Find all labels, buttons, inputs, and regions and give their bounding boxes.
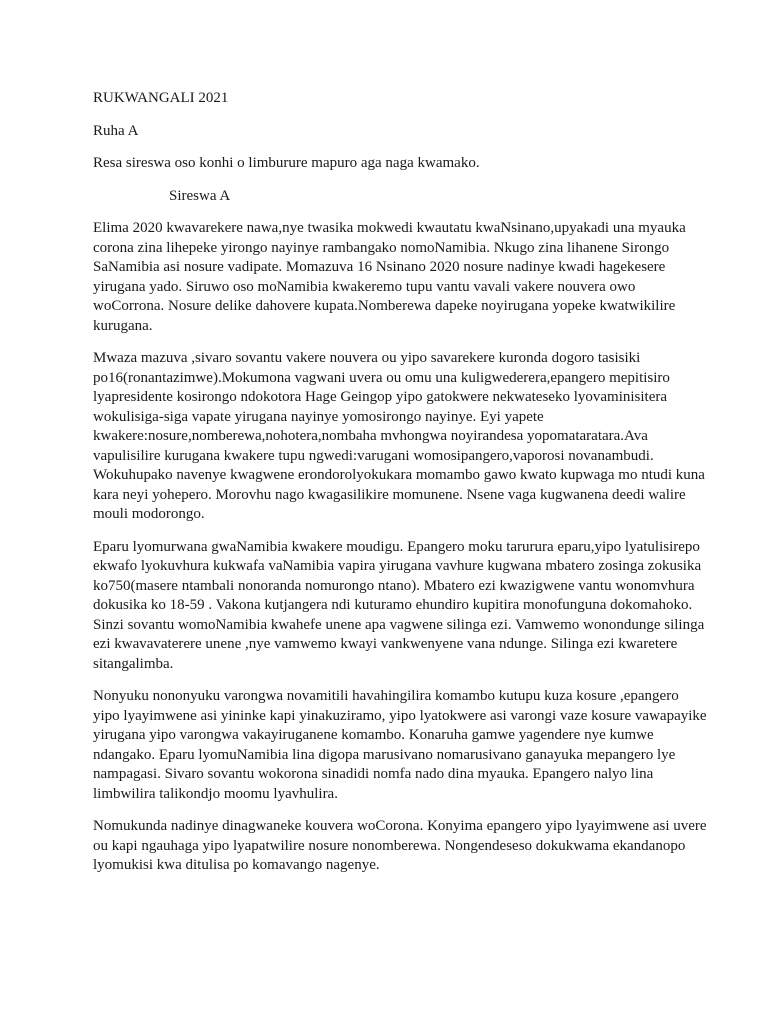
section-label: Ruha A [93, 122, 139, 139]
paragraph-5: Nomukunda nadinye dinagwaneke kouvera woCorona. Konyima epangero yipo lyayimwene asi uvere ou kapi ngauhaga yipo lyapatwilire nosure nonomberewa. Nongendeseso dokukwama ekandanopo lyomukisi kwa ditulisa po komavango nagenye. [93, 818, 707, 873]
question-label: Sireswa A [169, 187, 231, 204]
paragraph-2: Mwaza mazuva ,sivaro sovantu vakere nouvera ou yipo savarekere kuronda dogoro tasisiki po16(ronantazimwe).Mokumona vagwani uvera ou omu una kuligwederera,epangero mepitisiro lyapresidente kosirongo ndokotora Hage Geingop yipo gatokwere nekwateseko lyovaminisitera wokulisiga-siga vapate yirugana nayinye yomosirongo nayinye. Eyi yapete kwakere:nosure,nomberewa,nohotera,nombaha mvhongwa noyirandesa yopomataratara.Ava vapulisilire kurugana kwakere tupu ngwedi:varugani womosipangero,vaporosi novanambudi. Wokuhupako navenye kwagwene erondorolyokukara momambo gawo kwato kupwaga mo ntudi kuna kara neyi yohepero. Morovhu nago kwagasilikire momunene. Nsene vaga kugwanena deedi walire mouli modorongo. [93, 350, 705, 522]
instruction-text: Resa sireswa oso konhi o limburure mapuro aga naga kwamako. [93, 155, 480, 171]
paragraph-1: Elima 2020 kwavarekere nawa,nye twasika mokwedi kwautatu kwaNsinano,upyakadi una myauka corona zina lihepeke yirongo nayinye rambangako nomoNamibia. Nkugo zina lihanene Sirongo SaNamibia asi nosure vadipate. Momazuva 16 Nsinano 2020 nosure nadinye kwadi hagekesere yirugana yado. Siruwo oso moNamibia kwakeremo tupu vantu vavali vakere nouvera owo woCorrona. Nosure delike dahovere kupata.Nomberewa dapeke noyirugana yopeke kwatwikilire kurugana. [93, 220, 686, 334]
document-title: RUKWANGALI 2021 [93, 90, 229, 106]
paragraph-3: Eparu lyomurwana gwaNamibia kwakere moudigu. Epangero moku tarurura eparu,yipo lyatulisirepo ekwafo lyokuvhura kukwafa vaNamibia vapira yirugana vavhure kugwana mbatero zosinga zokusika ko750(masere ntambali nonoranda nomurongo ntano). Mbatero ezi kwazigwene vantu wonomvhura dokusika ko 18-59 . Vakona kutjangera ndi kuturamo ehundiro kupitira monofunguna dokomahoko. Sinzi sovantu womoNamibia kwahefe unene apa vagwene silinga ezi. Vamwemo wonondunge silinga ezi kwavavaterere unene ,nye vamwemo kwayi vankwenyene vana ndunge. Silinga ezi kwaretere sitangalimba. [93, 538, 705, 672]
paragraph-4: Nonyuku nononyuku varongwa novamitili havahingilira komambo kutupu kuza kosure ,epangero yipo lyayimwene asi yininke kapi yinakuziramo, yipo lyatokwere asi varongi vaze kosure vawapayike yirugana yipo varongwa vakayiruganene komambo. Konaruha gamwe yagendere nye kumwe ndangako. Eparu lyomuNamibia lina digopa marusivano nomarusivano ganayuka mepangero lye nampagasi. Sivaro sovantu wokorona sinadidi nomfa nado dina myauka. Epangero nalyo lina limbwilira talikondjo moomu lyavhulira. [93, 688, 707, 802]
